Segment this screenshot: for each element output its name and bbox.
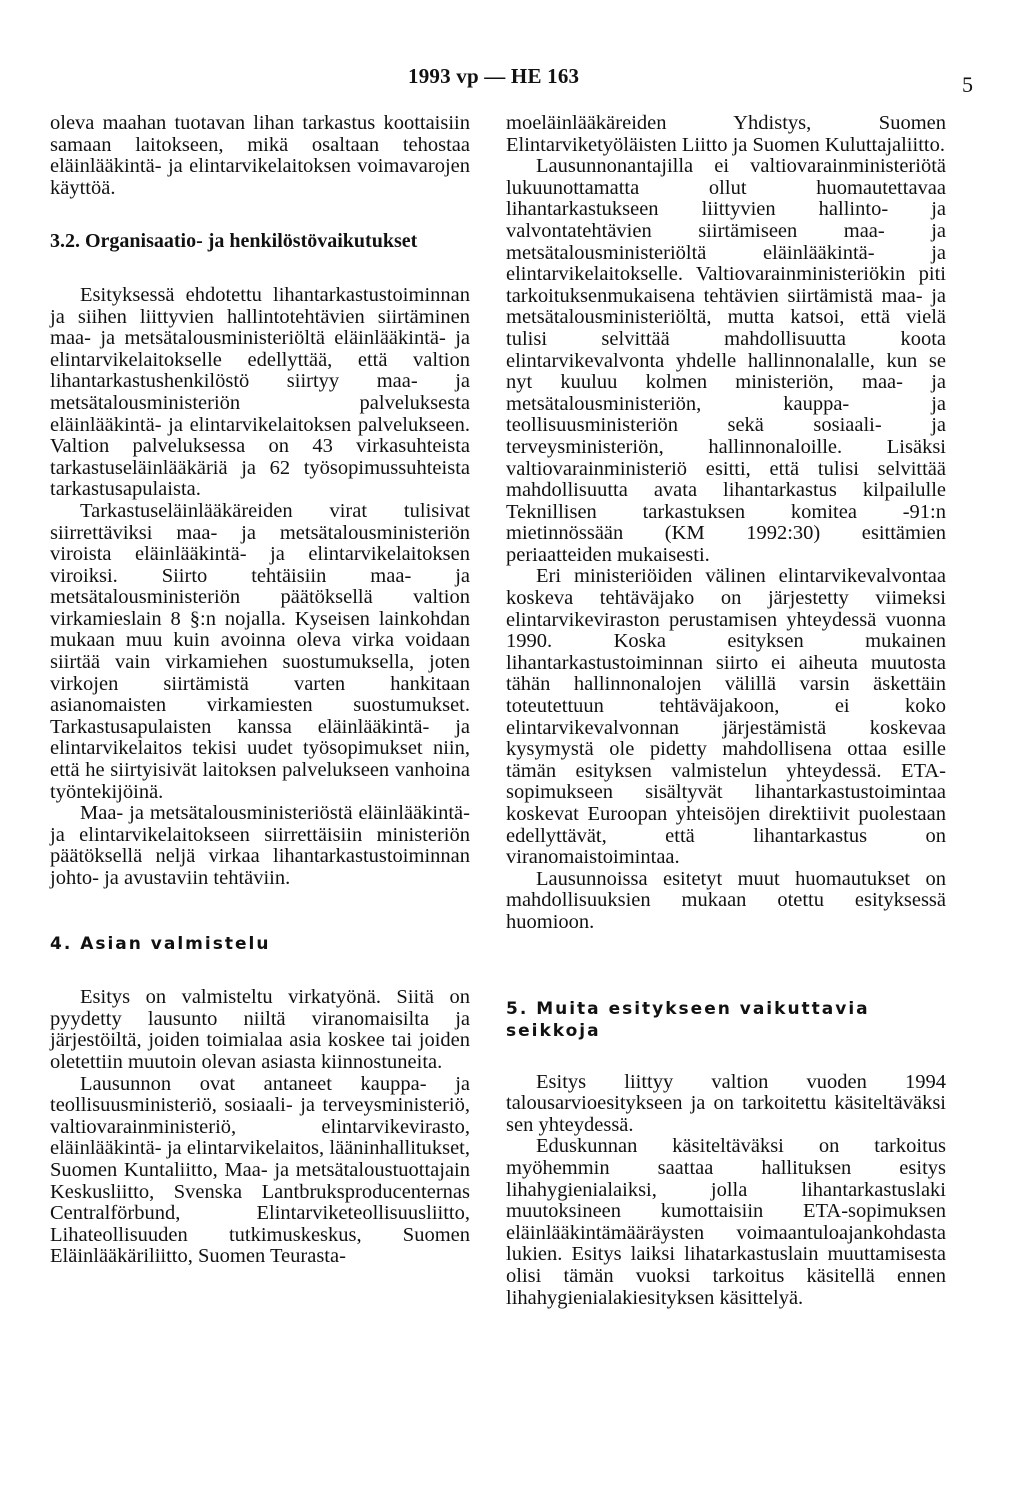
right-column xyxy=(506,113,946,1309)
paragraph: Tarkastuseläinlääkäreiden virat tulisivat siirrettäviksi maa- ja metsätalousministeriön viroista eläinlääkintä- ja elintarvikelaitoksen viroiksi. Siirto tehtäisiin maa- ja metsätalousministeriön päätöksellä valtion virkamieslain 8 §:n nojalla. Kyseisen lainkohdan mukaan muu kuin avoinna oleva virka voidaan siirtää vain virkamiehen suostumuksella, joten virkojen siirtämistä varten hankitaan asianomaisten virkamiesten suostumukset. Tarkastusapulaisten kanssa eläinlääkintä- ja elintarvikelaitos tekisi uudet työsopimukset niin, että he siirtyisivät laitoksen palvelukseen vanhoina työntekijöinä. xyxy=(50,499,470,803)
section-heading-5: 5. Muita esitykseen vaikuttavia seikkoja xyxy=(506,998,870,1041)
document-title: 1993 vp — HE 163 xyxy=(408,64,580,88)
paragraph: Eduskunnan käsiteltäväksi on tarkoitus myöhemmin saattaa hallituksen esitys lihahygienialaiksi, jolla lihantarkastuslaki muutoksineen kumottaisiin ETA-sopimuksen eläinlääkintämääräysten voimaantuloajankohdasta lukien. Esitys laiksi lihatarkastuslain muuttamisesta olisi tämän vuoksi tarkoitus käsitellä ennen lihahygienialakiesityksen käsittelyä. xyxy=(506,1135,946,1309)
paragraph: Maa- ja metsätalousministeriöstä eläinlääkintä- ja elintarvikelaitokseen siirrettäisiin ministeriön päätöksellä neljä virkaa lihantarkastustoiminnan johto- ja avustaviin tehtäviin. xyxy=(50,802,470,889)
paragraph: Lausunnoissa esitetyt muut huomautukset on mahdollisuuksien mukaan otettu esityksessä huomioon. xyxy=(506,867,946,933)
paragraph: Esitys on valmisteltu virkatyönä. Siitä on pyydetty lausunto niiltä viranomaisilta ja järjestöiltä, joiden toimialaa asia koskee tai joiden oletettiin muutoin olevan asiasta kiinnostuneita. xyxy=(50,986,470,1073)
page-header xyxy=(0,64,1024,97)
paragraph: oleva maahan tuotavan lihan tarkastus koottaisiin samaan laitokseen, mikä osaltaan tehostaa eläinlääkintä- ja elintarvikelaitoksen voimavarojen käyttöä. xyxy=(50,112,470,199)
paragraph: Lausunnonantajilla ei valtiovarainministeriötä lukuunottamatta ollut huomautettavaa lihantarkastukseen liittyvien hallinto- ja valvontatehtävien siirtämiseen maa- ja metsätalousministeriöltä eläinlääkintä- ja elintarvikelaitokselle. Valtiovarainministeriökin piti tarkoituksenmukaisena tehtävien siirtämistä maa- ja metsätalousministeriöltä, mutta katsoi, että vielä tulisi selvittää mahdollisuutta koota elintarvikevalvonta yhdelle hallinnonalalle, kun se nyt kuuluu kolmen ministeriön, maa- ja metsätalousministeriön, kauppa- ja teollisuusministeriön sekä sosiaali- ja terveysministeriön, hallinnonaloille. Lisäksi valtiovarainministeriö esitti, että tulisi selvittää mahdollisuutta avata lihantarkastus kilpailulle Teknillisen tarkastuksen komitea -91:n mietinnössään (KM 1992:30) esittämien periaatteiden mukaisesti. xyxy=(506,155,946,566)
page-number: 5 xyxy=(962,72,973,97)
paragraph: Esitys liittyy valtion vuoden 1994 talousarvioesitykseen ja on tarkoitettu käsiteltäväksi sen yhteydessä. xyxy=(506,1070,946,1136)
left-column xyxy=(50,113,470,1268)
paragraph: Esityksessä ehdotettu lihantarkastustoiminnan ja siihen liittyvien hallintotehtävien siirtäminen maa- ja metsätalousministeriöltä eläinlääkintä- ja elintarvikelaitokselle edellyttää, että valtion lihantarkastushenkilöstö siirtyy maa- ja metsätalousministeriön palveluksesta eläinlääkintä- ja elintarvikelaitoksen palvelukseen. Valtion palveluksessa on 43 virkasuhteista tarkastuseläinlääkäriä ja 62 työsopimussuhteista tarkastusapulaista. xyxy=(50,283,470,501)
paragraph: Lausunnon ovat antaneet kauppa- ja teollisuusministeriö, sosiaali- ja terveysministeriö, valtiovarainministeriö, elintarvikevirasto, eläinlääkintä- ja elintarvikelaitos, lääninhallitukset, Suomen Kuntaliitto, Maa- ja metsätaloustuottajain Keskusliitto, Svenska Lantbruksproducenternas Centralförbund, Elintarviketeollisuusliitto, Lihateollisuuden tutkimuskeskus, Suomen Eläinlääkäriliitto, Suomen Teurasta- xyxy=(50,1072,470,1268)
paragraph: moeläinlääkäreiden Yhdistys, Suomen Elintarviketyöläisten Liitto ja Suomen Kuluttajaliitto. xyxy=(506,112,946,156)
section-heading-4: 4. Asian valmistelu xyxy=(50,933,271,954)
section-heading-3-2: 3.2. Organisaatio- ja henkilöstövaikutukset xyxy=(50,230,418,253)
paragraph: Eri ministeriöiden välinen elintarvikevalvontaa koskeva tehtäväjako on järjestetty viimeksi elintarvikeviraston perustamisen yhteydessä vuonna 1990. Koska esityksen mukainen lihantarkastustoiminnan siirto ei aiheuta muutosta tähän hallinnonalojen välillä varsin äskettäin toteutettuun tehtäväjakoon, ei koko elintarvikevalvonnan järjestämistä koskevaa kysymystä ole pidetty mahdollisena ottaa esille tämän esityksen valmistelun yhteydessä. ETA-sopimukseen sisältyvät lihantarkastustoimintaa koskevat Euroopan yhteisöjen direktiivit puolestaan edellyttävät, että lihantarkastus on viranomaistoimintaa. xyxy=(506,565,946,869)
